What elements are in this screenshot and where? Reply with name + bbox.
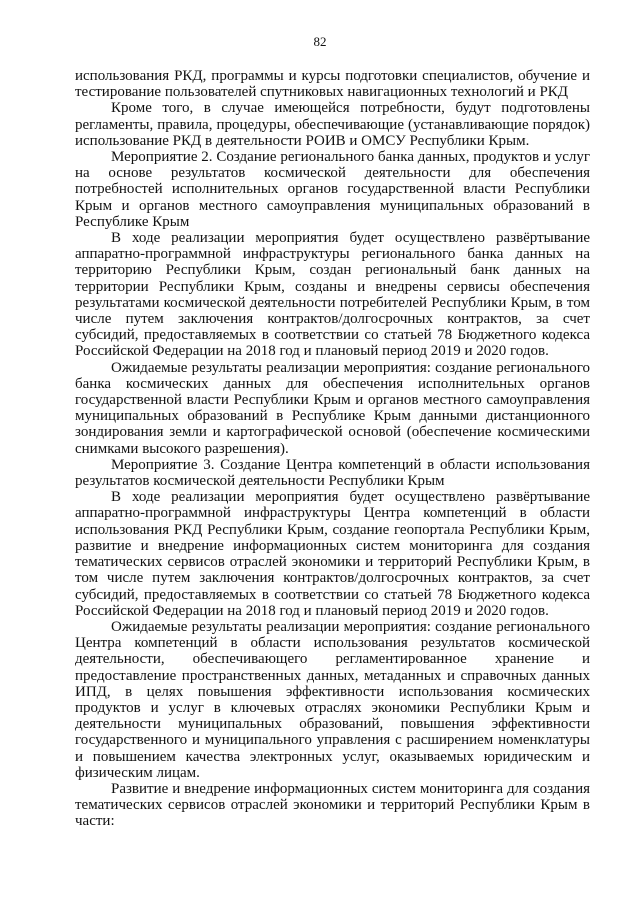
- paragraph-measure-3-results: Ожидаемые результаты реализации мероприятия: создание регионального Центра компетенций в области использования результатов космической деятельности, обеспечивающего регламентированное хранение и предоставление пространственных данных, метаданных и справочных данных ИПД, в целях повышения эффективности использования космических продуктов и услуг в ключевых отраслях экономики Республики Крым и деятельности муниципальных образований, повышения эффективности государственного и муниципального управления с расширением номенклатуры и повышением качества электронных услуг, оказываемых юридическим и физическим лицам.: [75, 618, 590, 781]
- page-number: 82: [313, 34, 327, 49]
- paragraph-measure-3-heading: Мероприятие 3. Создание Центра компетенций в области использования результатов космической деятельности Республики Крым: [75, 456, 590, 490]
- paragraph-measure-3-description: В ходе реализации мероприятия будет осуществлено развёртывание аппаратно-программной инфраструктуры Центра компетенций в области использования РКД Республики Крым, создание геопортала Республики Крым, развитие и внедрение информационных систем мониторинга для создания тематических сервисов отраслей экономики и территорий Республики Крым, в том числе путем заключения контрактов/долгосрочных контрактов, за счет субсидий, предоставляемых в соответствии со статьей 78 Бюджетного кодекса Российской Федерации на 2018 год и плановый период 2019 и 2020 годов.: [75, 489, 590, 619]
- paragraph-measure-2-heading: Мероприятие 2. Создание регионального банка данных, продуктов и услуг на основе результатов космической деятельности для обеспечения потребностей исполнительных органов государственной власти Республики Крым и органов местного самоуправления муниципальных образований в Республике Крым: [75, 149, 590, 230]
- paragraph-measure-2-description: В ходе реализации мероприятия будет осуществлено развёртывание аппаратно-программной инфраструктуры регионального банка данных на территорию Республики Крым, создан региональный банк данных на территории Республики Крым, созданы и внедрены сервисы обеспечения результатами космической деятельности потребителей Республики Крым, в том числе путем заключения контрактов/долгосрочных контрактов, за счет субсидий, предоставляемых в соответствии со статьей 78 Бюджетного кодекса Российской Федерации на 2018 год и плановый период 2019 и 2020 годов.: [75, 230, 590, 360]
- document-body: [75, 68, 590, 830]
- paragraph-regulations: Кроме того, в случае имеющейся потребности, будут подготовлены регламенты, правила, процедуры, обеспечивающие (устанавливающие порядок) использование РКД в деятельности РОИВ и ОМСУ Республики Крым.: [75, 100, 590, 149]
- paragraph-measure-2-results: Ожидаемые результаты реализации мероприятия: создание регионального банка космических данных для обеспечения исполнительных органов государственной власти Республики Крым и органов местного самоуправления муниципальных образований в Республике Крым данными дистанционного зондирования земли и картографической основой (обеспечение космическими снимками высокого разрешения).: [75, 359, 590, 457]
- paragraph-monitoring-systems: Развитие и внедрение информационных систем мониторинга для создания тематических сервисов отраслей экономики и территорий Республики Крым в части:: [75, 780, 590, 830]
- paragraph-continuation: использования РКД, программы и курсы подготовки специалистов, обучение и тестирование пользователей спутниковых навигационных технологий и РКД: [75, 68, 590, 101]
